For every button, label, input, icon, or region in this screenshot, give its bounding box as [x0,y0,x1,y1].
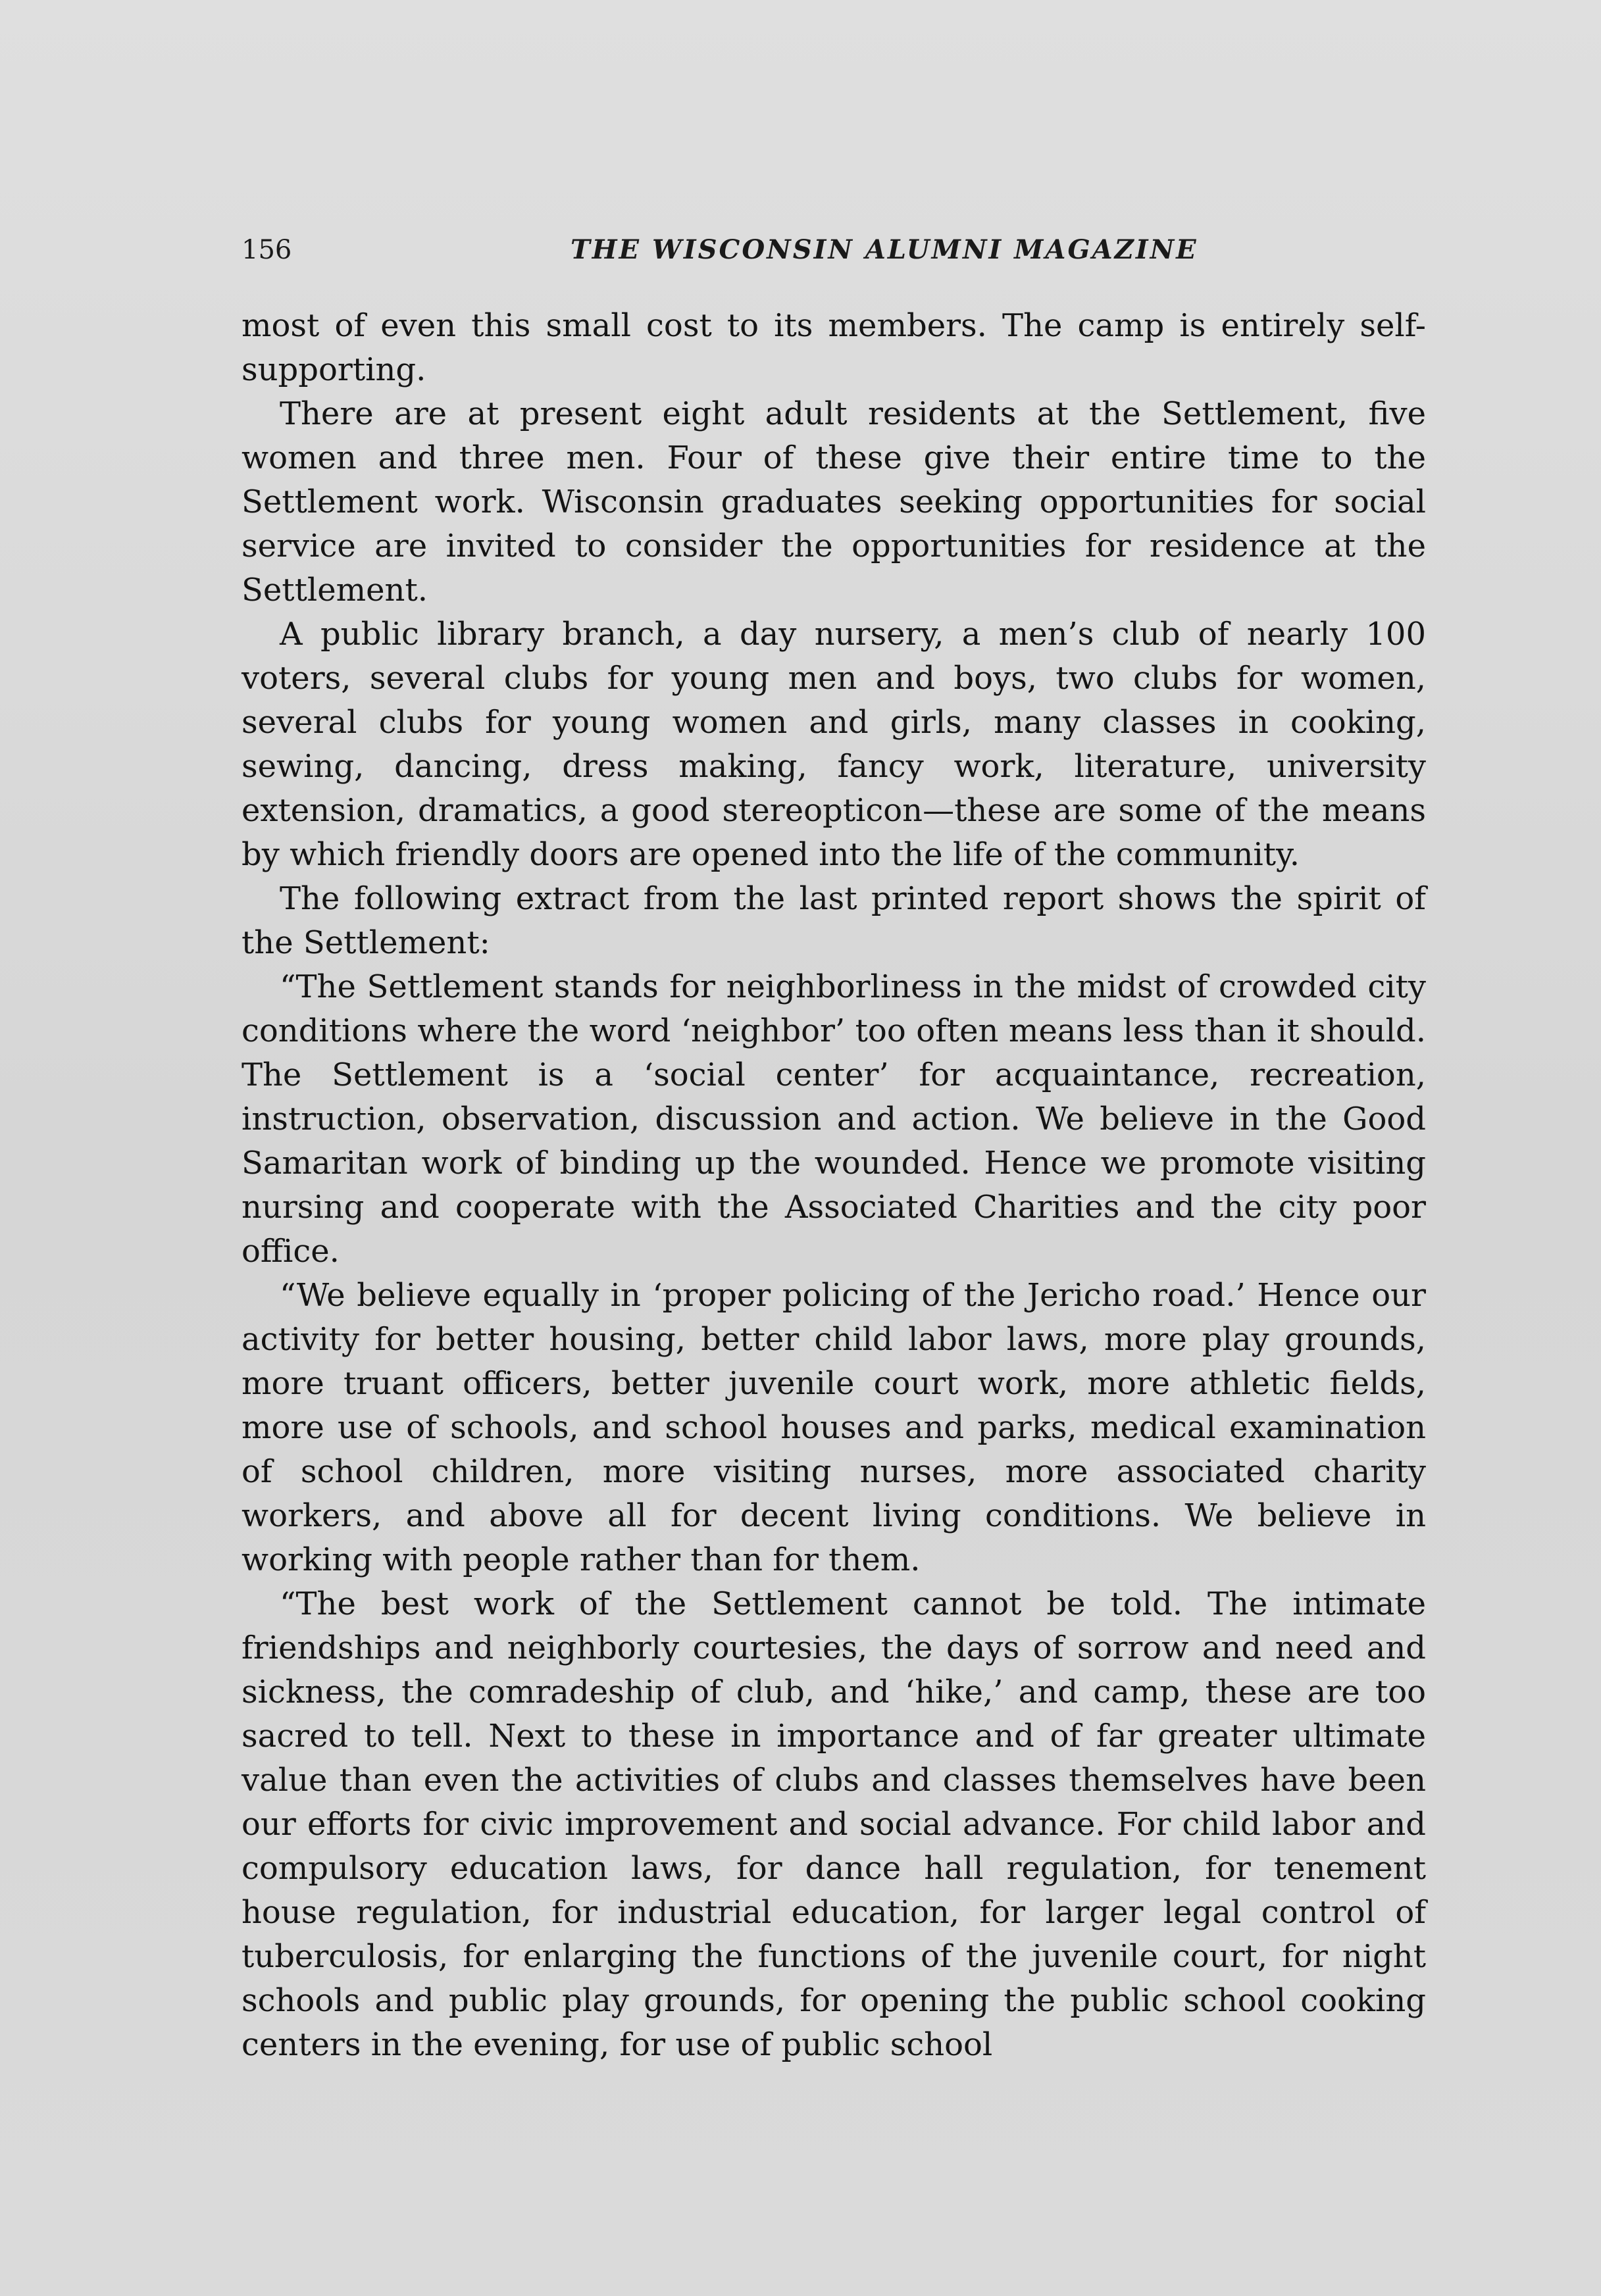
paragraph-2: There are at present eight adult residents at the Settlement, five women and three men. Four of these give their entire time to the Settlement work. Wisconsin graduates seeking opportunities for social service are invited to consider the opportunities for residence at the Settlement. [241,395,1426,609]
paragraph-3: A public library branch, a day nursery, a men’s club of nearly 100 voters, several clubs for young men and boys, two clubs for women, several clubs for young women and girls, many classes in cooking, sewing, dancing, dress making, fancy work, literature, university extension, dramatics, a good stereopticon—these are some of the means by which friendly doors are opened into the life of the community. [241,616,1426,873]
paragraph-5: “The Settlement stands for neighborliness in the midst of crowded city conditions where the word ‘neighbor’ too often means less than it should. The Settlement is a ‘social center’ for acquaintance, recreation, instruction, observation, discussion and action. We believe in the Good Samaritan work of binding up the wounded. Hence we promote visiting nursing and cooperate with the Associated Charities and the city poor office. [241,968,1426,1270]
paragraph-6: “We believe equally in ‘proper policing of the Jericho road.’ Hence our activity for better housing, better child labor laws, more play grounds, more truant officers, better juvenile court work, more athletic fields, more use of schools, and school houses and parks, medical examination of school children, more visiting nurses, more associated charity workers, and above all for decent living conditions. We believe in working with people rather than for them. [241,1277,1426,1578]
page-number: 156 [241,235,292,265]
page-header [241,230,1426,270]
paragraph-7: “The best work of the Settlement cannot be told. The intimate friendships and neighborly courtesies, the days of sorrow and need and sickness, the comradeship of club, and ‘hike,’ and camp, these are too sacred to tell. Next to these in importance and of far greater ultimate value than even the activities of clubs and classes themselves have been our efforts for civic improvement and social advance. For child labor and compulsory education laws, for dance hall regulation, for tenement house regulation, for industrial education, for larger legal control of tuberculosis, for enlarging the functions of the juvenile court, for night schools and public play grounds, for opening the public school cooking centers in the evening, for use of public school [241,1585,1426,2063]
paragraph-1: most of even this small cost to its members. The camp is entirely self-supporting. [241,307,1426,388]
running-title: THE WISCONSIN ALUMNI MAGAZINE [571,234,1198,265]
article-body [241,304,1426,2067]
paragraph-4: The following extract from the last printed report shows the spirit of the Settlement: [241,880,1426,961]
